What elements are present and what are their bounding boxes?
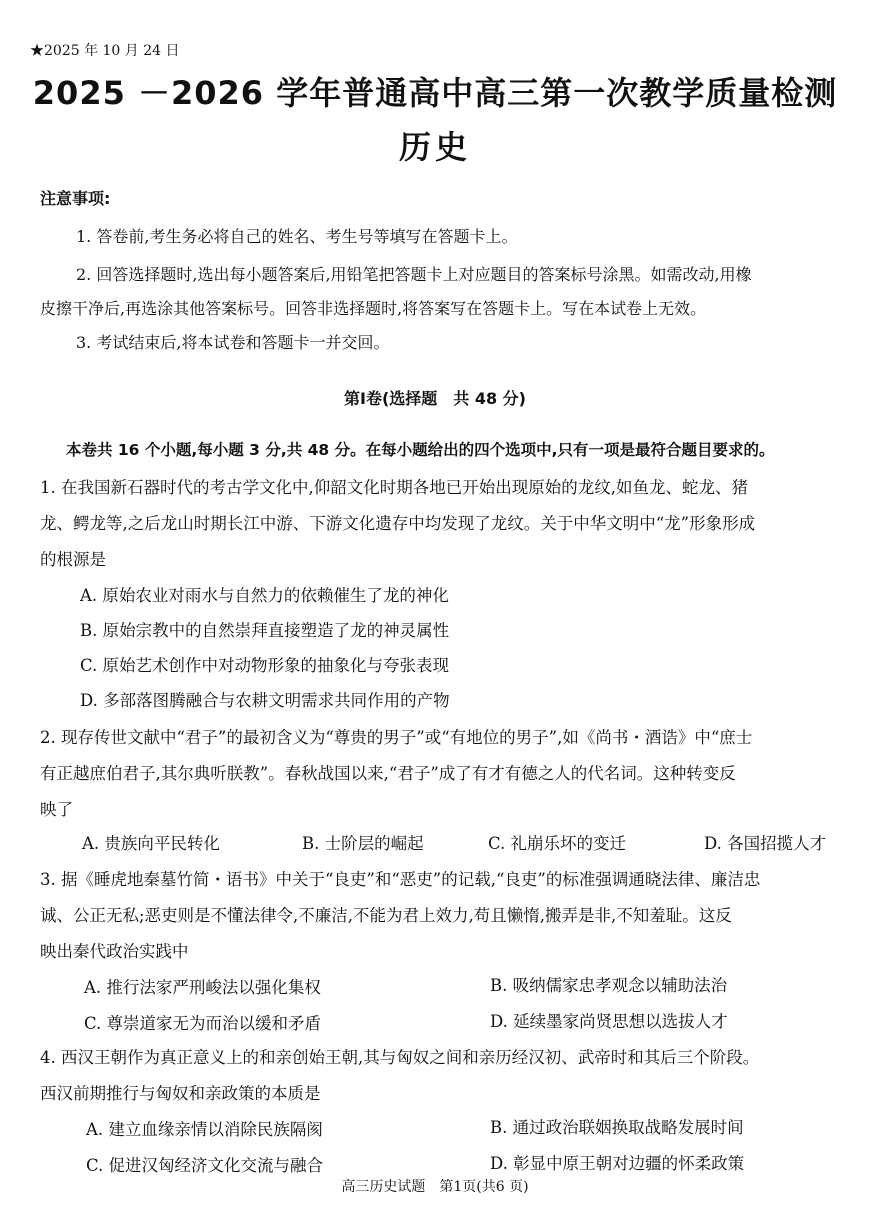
question-3-option-d: D. 延续墨家尚贤思想以选拔人才 — [490, 1012, 728, 1031]
question-3-line-1: 3. 据《睡虎地秦墓竹简・语书》中关于“良吏”和“恶吏”的记载,“良吏”的标准强调通晓法律、廉洁忠 — [40, 870, 761, 889]
question-1-option-b: B. 原始宗教中的自然崇拜直接塑造了龙的神灵属性 — [80, 621, 450, 640]
question-4-option-a: A. 建立血缘亲情以消除民族隔阂 — [86, 1120, 323, 1139]
question-3-option-b: B. 吸纳儒家忠孝观念以辅助法治 — [490, 976, 728, 995]
question-4-option-c: C. 促进汉匈经济文化交流与融合 — [86, 1156, 324, 1175]
question-2-option-a: A. 贵族向平民转化 — [82, 834, 220, 853]
question-2-option-d: D. 各国招揽人才 — [704, 834, 827, 853]
notice-item-3: 3. 考试结束后,将本试卷和答题卡一并交回。 — [76, 333, 390, 352]
notice-heading: 注意事项: — [40, 189, 111, 208]
question-3-option-c: C. 尊崇道家无为而治以缓和矛盾 — [84, 1014, 322, 1033]
notice-item-1: 1. 答卷前,考生务必将自己的姓名、考生号等填写在答题卡上。 — [76, 227, 518, 246]
notice-item-2-line-2: 皮擦干净后,再选涂其他答案标号。回答非选择题时,将答案写在答题卡上。写在本试卷上无效。 — [40, 299, 707, 318]
question-1-option-c: C. 原始艺术创作中对动物形象的抽象化与夸张表现 — [80, 656, 450, 675]
question-4-option-b: B. 通过政治联姻换取战略发展时间 — [490, 1118, 744, 1137]
page-footer: 高三历史试题 第1页(共6 页) — [341, 1179, 529, 1195]
question-3-option-a: A. 推行法家严刑峻法以强化集权 — [84, 978, 321, 997]
question-2-line-3: 映了 — [40, 800, 73, 819]
question-1-line-1: 1. 在我国新石器时代的考古学文化中,仰韶文化时期各地已开始出现原始的龙纹,如鱼龙、蛇龙、猪 — [40, 478, 748, 497]
question-2-option-c: C. 礼崩乐坏的变迁 — [488, 834, 627, 853]
question-2-line-1: 2. 现存传世文献中“君子”的最初含义为“尊贵的男子”或“有地位的男子”,如《尚书・酒诰》中“庶士 — [40, 728, 753, 747]
exam-date: ★2025 年 10 月 24 日 — [30, 43, 180, 59]
section-title: 第Ⅰ卷(选择题 共 48 分) — [344, 389, 526, 408]
exam-title: 2025 －2026 学年普通高中高三第一次教学质量检测 — [32, 74, 838, 112]
question-1-line-3: 的根源是 — [40, 550, 106, 569]
question-3-line-2: 诚、公正无私;恶吏则是不懂法律令,不廉洁,不能为君上效力,苟且懒惰,搬弄是非,不知羞耻。这反 — [40, 906, 732, 925]
question-2-option-b: B. 士阶层的崛起 — [302, 834, 424, 853]
question-1-line-2: 龙、鳄龙等,之后龙山时期长江中游、下游文化遗存中均发现了龙纹。关于中华文明中“龙”形象形成 — [40, 514, 756, 533]
question-4-line-2: 西汉前期推行与匈奴和亲政策的本质是 — [40, 1084, 321, 1103]
section-instruction: 本卷共 16 个小题,每小题 3 分,共 48 分。在每小题给出的四个选项中,只有一项是最符合题目要求的。 — [66, 441, 775, 459]
question-1-option-d: D. 多部落图腾融合与农耕文明需求共同作用的产物 — [80, 691, 450, 710]
question-4-line-1: 4. 西汉王朝作为真正意义上的和亲创始王朝,其与匈奴之间和亲历经汉初、武帝时和其后三个阶段。 — [40, 1048, 760, 1067]
question-4-option-d: D. 彰显中原王朝对边疆的怀柔政策 — [490, 1154, 745, 1173]
question-2-line-2: 有正越庶伯君子,其尔典听朕教”。春秋战国以来,“君子”成了有才有德之人的代名词。这种转变反 — [40, 764, 736, 783]
notice-item-2-line-1: 2. 回答选择题时,选出每小题答案后,用铅笔把答题卡上对应题目的答案标号涂黑。如需改动,用橡 — [76, 265, 752, 284]
question-1-option-a: A. 原始农业对雨水与自然力的依赖催生了龙的神化 — [80, 586, 449, 605]
question-3-line-3: 映出秦代政治实践中 — [40, 942, 189, 961]
exam-subject: 历史 — [398, 128, 471, 166]
